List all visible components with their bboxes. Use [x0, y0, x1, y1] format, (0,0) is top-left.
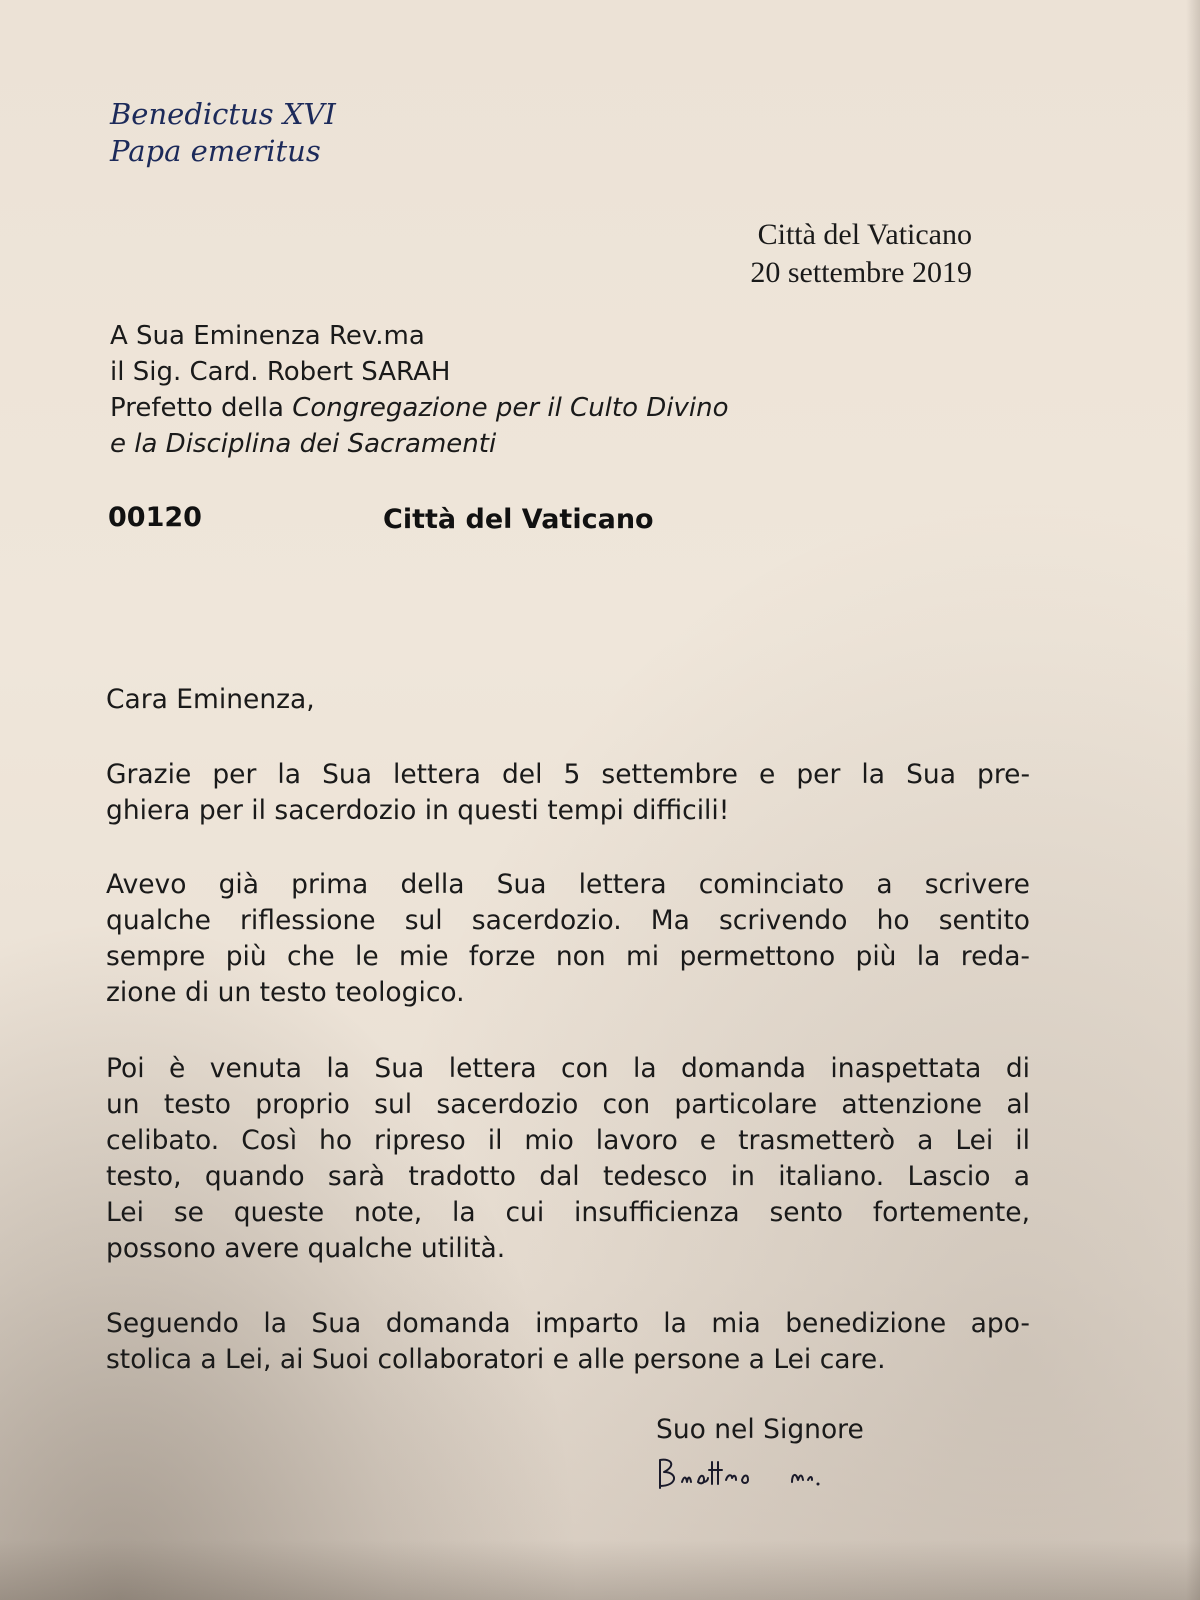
letterhead-title: Papa emeritus: [110, 134, 321, 168]
salutation: Cara Eminenza,: [106, 684, 315, 715]
recipient-line-3: [110, 390, 729, 426]
letterhead: [110, 96, 336, 170]
paragraph-2: [106, 867, 1030, 1011]
paragraph-line: Grazie per la Sua lettera del 5 settembre e per la Sua pre-: [106, 759, 1030, 790]
paragraph-line: Avevo già prima della Sua lettera cominciato a scrivere: [106, 869, 1030, 900]
paper-fold-shadow: [1186, 0, 1200, 1600]
recipient-line-3-prefix: Prefetto della: [110, 393, 284, 423]
place-date: [750, 216, 972, 292]
recipient-line-1: A Sua Eminenza Rev.ma: [110, 321, 425, 351]
place: Città del Vaticano: [757, 218, 972, 251]
paragraph-line: Seguendo la Sua domanda imparto la mia benedizione apo-: [106, 1308, 1030, 1339]
recipient-line-3-italic: Congregazione per il Culto Divino: [292, 393, 729, 423]
postal-code: 00120: [108, 502, 202, 533]
paragraph-line: Poi è venuta la Sua lettera con la domanda inaspettata di: [106, 1053, 1030, 1084]
paragraph-line: celibato. Così ho ripreso il mio lavoro e trasmetterò a Lei il: [106, 1125, 1030, 1156]
paragraph-line: sempre più che le mie forze non mi permettono più la reda-: [106, 941, 1030, 972]
paragraph-line: possono avere qualche utilità.: [106, 1233, 506, 1264]
date: 20 settembre 2019: [750, 256, 972, 289]
letterhead-name: Benedictus XVI: [110, 97, 336, 131]
paragraph-line: testo, quando sarà tradotto dal tedesco in italiano. Lascio a: [106, 1161, 1030, 1192]
handwritten-signature-icon: [652, 1452, 842, 1502]
paragraph-line: zione di un testo teologico.: [106, 977, 465, 1008]
paragraph-3: [106, 1051, 1030, 1267]
closing: Suo nel Signore: [656, 1414, 864, 1445]
recipient-address: [110, 318, 729, 462]
paragraph-line: stolica a Lei, ai Suoi collaboratori e alle persone a Lei care.: [106, 1344, 886, 1375]
paragraph-line: un testo proprio sul sacerdozio con particolare attenzione al: [106, 1089, 1030, 1120]
postal-city: Città del Vaticano: [383, 504, 654, 535]
paragraph-line: qualche riflessione sul sacerdozio. Ma scrivendo ho sentito: [106, 905, 1030, 936]
recipient-line-2: il Sig. Card. Robert SARAH: [110, 357, 451, 387]
paragraph-line: Lei se queste note, la cui insufficienza sento fortemente,: [106, 1197, 1030, 1228]
paragraph-1: [106, 757, 1030, 829]
paragraph-4: [106, 1306, 1030, 1378]
paragraph-line: ghiera per il sacerdozio in questi tempi difficili!: [106, 795, 730, 826]
recipient-line-4: e la Disciplina dei Sacramenti: [110, 429, 497, 459]
paper-bottom-shadow: [0, 1540, 1200, 1600]
